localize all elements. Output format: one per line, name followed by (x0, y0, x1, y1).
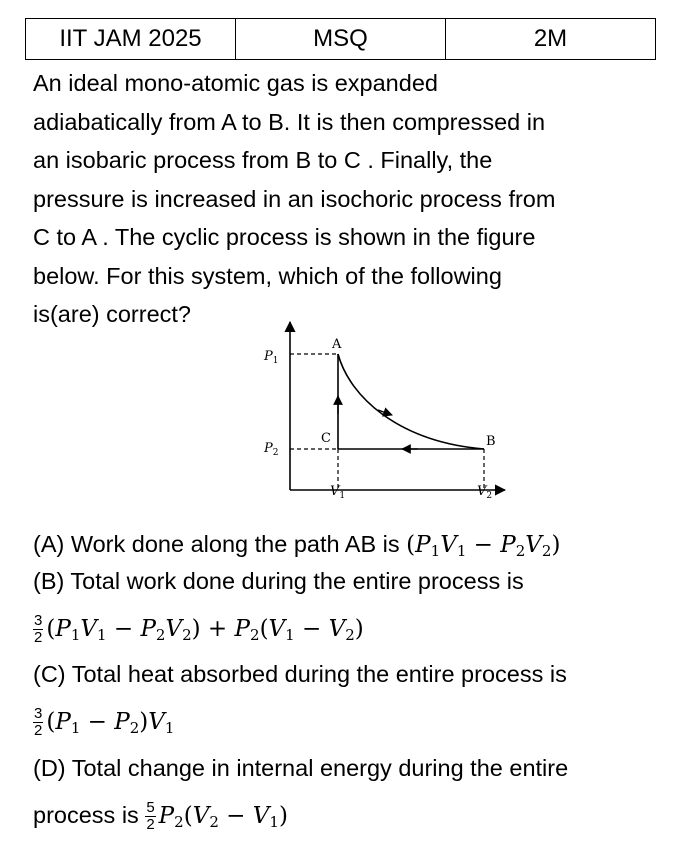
header-table (25, 18, 656, 60)
sub-2: 2 (174, 813, 184, 831)
minus-sign: − (80, 709, 115, 735)
numerator: 3 (34, 705, 43, 723)
sub-2: 2 (541, 542, 552, 560)
fraction-3-2 (33, 706, 43, 739)
symbol-p: P (140, 616, 156, 642)
p1-subscript: 1 (272, 356, 279, 366)
sub-1: 1 (96, 626, 107, 644)
paren-open: ( (46, 616, 56, 642)
paren-close: ) (191, 616, 201, 642)
pv-diagram (250, 318, 510, 498)
paren-close: ) (354, 616, 364, 642)
sub-2: 2 (515, 542, 526, 560)
sub-2: 2 (129, 719, 140, 737)
option-d-formula (159, 803, 288, 829)
sub-2: 2 (209, 813, 219, 831)
p1-symbol: P (264, 349, 273, 364)
sub-2: 2 (345, 626, 355, 644)
question-line: An ideal mono-atomic gas is expanded (33, 70, 438, 96)
denominator: 2 (34, 722, 43, 740)
p2-symbol: P (264, 441, 273, 456)
symbol-v: V (525, 532, 542, 558)
v2-symbol: V (477, 484, 487, 498)
sub-2: 2 (155, 626, 166, 644)
p1-label (263, 349, 278, 366)
question-line: C to A . The cyclic process is shown in the figure (33, 224, 536, 250)
point-c-label: C (321, 431, 331, 446)
sub-1: 1 (164, 719, 175, 737)
paren-close: ) (551, 532, 561, 558)
v1-symbol: V (330, 484, 340, 498)
minus-sign: − (106, 616, 141, 642)
symbol-v: V (165, 616, 183, 642)
paren-open: ( (259, 616, 269, 642)
option-b[interactable] (33, 564, 663, 598)
point-b-label: B (486, 434, 496, 449)
numerator: 3 (34, 612, 43, 630)
sub-2: 2 (182, 626, 192, 644)
option-c-formula-line (33, 704, 663, 739)
denominator: 2 (34, 629, 43, 647)
sub-1: 1 (430, 542, 441, 560)
question-text (33, 64, 653, 334)
option-a-text: (A) Work done along the path AB is (33, 531, 407, 557)
symbol-p: P (55, 709, 71, 735)
question-line: adiabatically from A to B. It is then compressed in (33, 108, 546, 135)
symbol-v: V (440, 532, 457, 558)
sub-1: 1 (269, 813, 279, 831)
sub-2: 2 (250, 626, 260, 644)
symbol-p: P (234, 616, 251, 642)
symbol-v: V (80, 616, 97, 642)
numerator: 5 (146, 799, 155, 817)
symbol-v: V (148, 709, 165, 735)
minus-sign: − (294, 616, 329, 642)
paren-open: ( (183, 803, 193, 829)
p2-label (263, 441, 278, 458)
option-d-formula-line (33, 798, 663, 833)
marks-cell: 2M (446, 19, 656, 60)
sub-1: 1 (70, 626, 81, 644)
question-line: pressure is increased in an isochoric process from (33, 185, 556, 212)
option-b-formula-line (33, 611, 663, 646)
point-a-label: A (332, 337, 342, 352)
paren-close: ) (139, 709, 149, 735)
option-a[interactable] (33, 527, 663, 562)
minus-sign: − (218, 803, 253, 829)
option-d[interactable] (33, 751, 663, 785)
fraction-3-2 (33, 613, 43, 646)
symbol-p: P (114, 709, 130, 735)
denominator: 2 (146, 816, 155, 834)
question-line: is(are) correct? (33, 301, 192, 327)
adiabat-ab (338, 354, 484, 449)
v1-subscript: 1 (339, 491, 346, 498)
paren-open: ( (406, 532, 416, 558)
volume-v2-label (477, 484, 492, 498)
symbol-p: P (55, 616, 71, 642)
sub-1: 1 (70, 719, 81, 737)
symbol-v: V (252, 803, 270, 829)
symbol-v: V (328, 616, 346, 642)
plus-sign: + (200, 616, 235, 642)
symbol-v: V (192, 803, 210, 829)
paren-close: ) (278, 803, 288, 829)
sub-1: 1 (285, 626, 295, 644)
sub-1: 1 (456, 542, 467, 560)
option-b-formula (46, 616, 363, 642)
question-line: below. For this system, which of the following (33, 262, 502, 289)
v2-subscript: 2 (486, 491, 493, 498)
paren-open: ( (46, 709, 56, 735)
option-a-formula (406, 532, 560, 558)
symbol-p: P (158, 803, 175, 829)
option-d-text: (D) Total change in internal energy during the entire (33, 755, 569, 781)
p2-subscript: 2 (272, 448, 279, 458)
question-line: an isobaric process from B to C . Finally, the (33, 147, 493, 173)
option-d-text-cont: process is (33, 802, 146, 828)
volume-v1-label (330, 484, 345, 498)
option-c-text: (C) Total heat absorbed during the entire process is (33, 661, 567, 687)
symbol-p: P (500, 532, 516, 558)
symbol-v: V (268, 616, 286, 642)
exam-cell: IIT JAM 2025 (26, 19, 236, 60)
minus-sign: − (466, 532, 501, 558)
option-c-formula (46, 709, 174, 735)
option-b-text: (B) Total work done during the entire process is (33, 568, 524, 594)
question-type-cell: MSQ (236, 19, 446, 60)
fraction-5-2 (145, 800, 155, 833)
option-c[interactable] (33, 657, 663, 691)
symbol-p: P (415, 532, 431, 558)
